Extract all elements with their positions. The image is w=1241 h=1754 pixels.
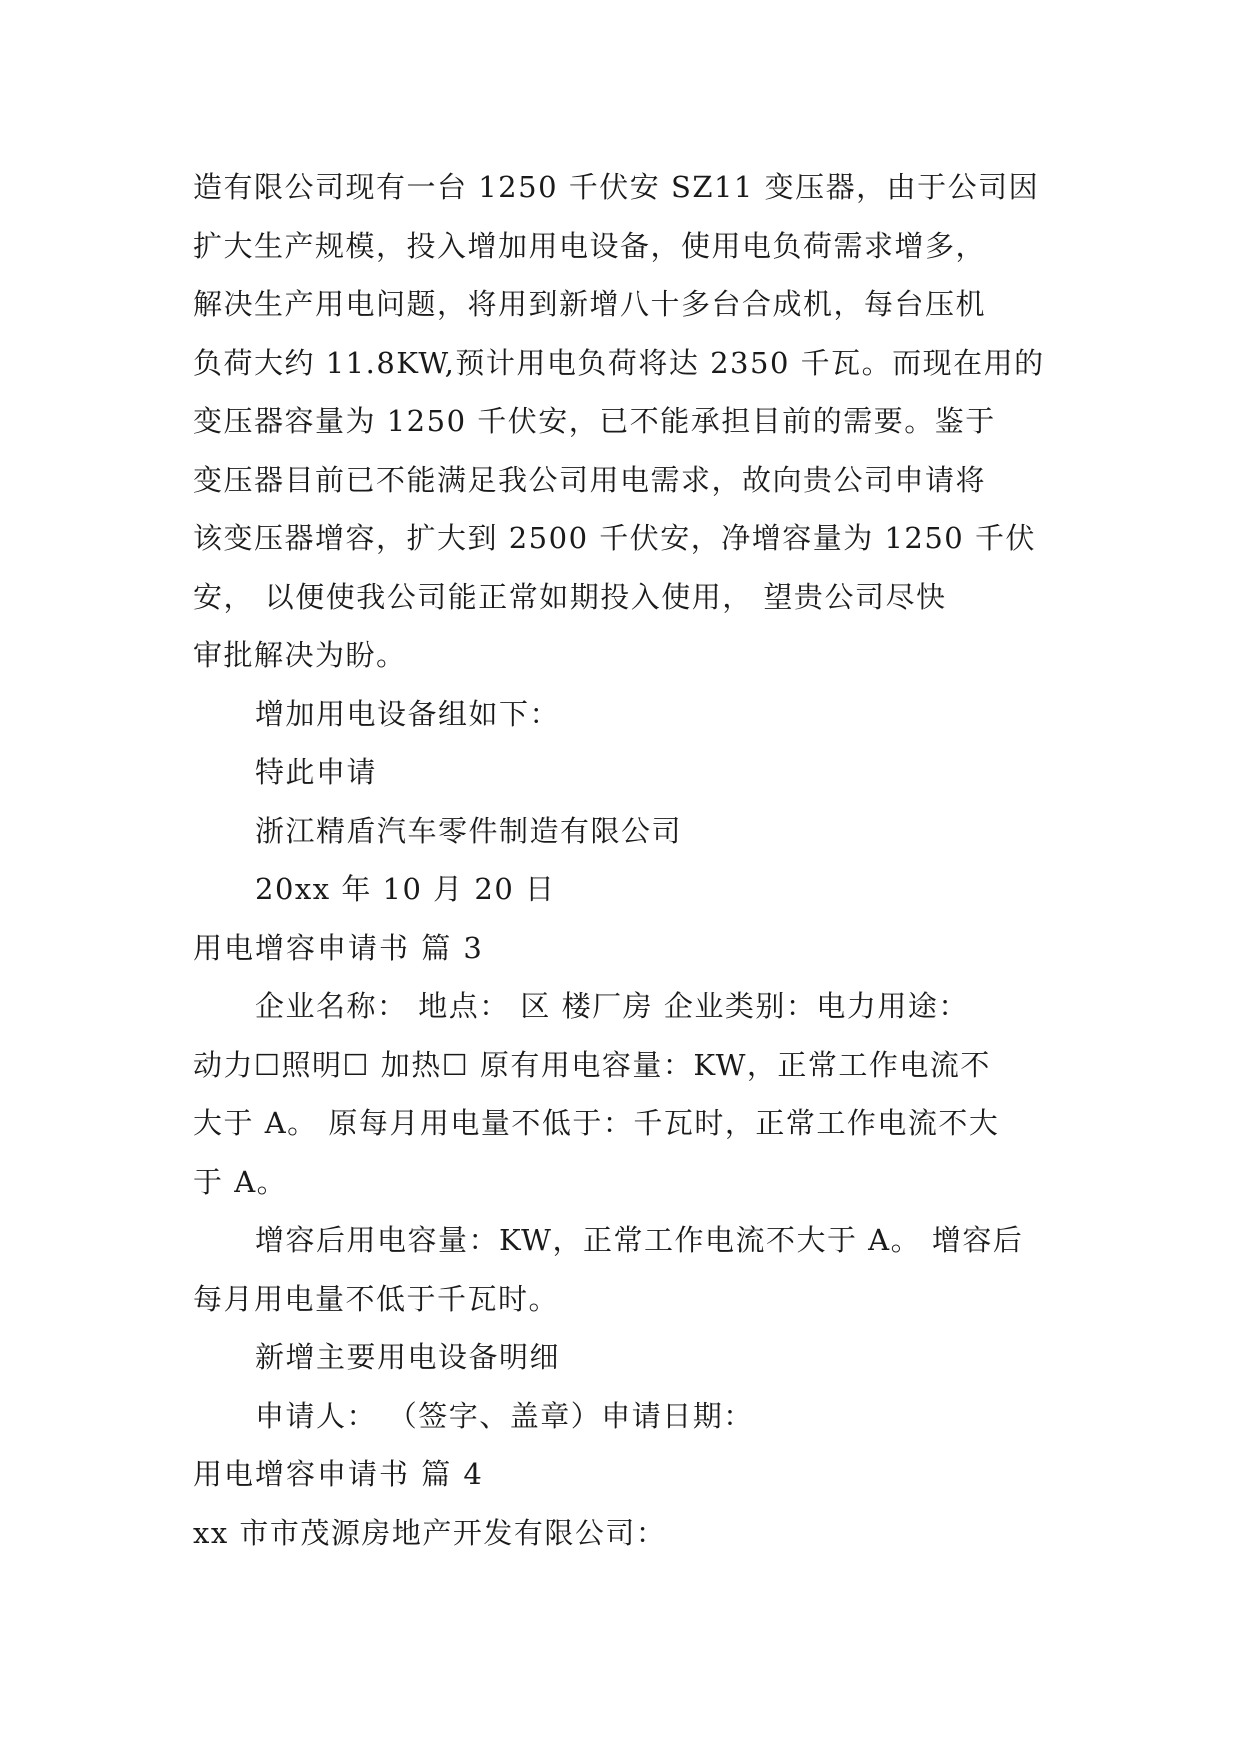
signature-date: 20xx 年 10 月 20 日 xyxy=(255,872,556,906)
section-heading-3: 用电增容申请书 篇 3 xyxy=(193,930,484,965)
paragraph-line: 审批解决为盼。 xyxy=(193,638,407,672)
form-line: 大于 A。 原每月用电量不低于：千瓦时，正常工作电流不大 xyxy=(193,1106,1000,1140)
form-line: 动力☐照明☐ 加热☐ 原有用电容量：KW，正常工作电流不 xyxy=(193,1047,991,1082)
form-line: 于 A。 xyxy=(193,1164,288,1199)
applicant-signature-line: 申请人： （签字、盖章）申请日期： xyxy=(255,1398,754,1433)
paragraph-line: 解决生产用电问题，将用到新增八十多台合成机，每台压机 xyxy=(193,287,987,321)
equipment-detail-label: 新增主要用电设备明细 xyxy=(255,1340,561,1374)
form-line: 企业名称： 地点： 区 楼厂房 企业类别：电力用途： xyxy=(255,989,969,1023)
paragraph-line: 变压器容量为 1250 千伏安，已不能承担目前的需要。鉴于 xyxy=(193,404,996,438)
paragraph-line: 变压器目前已不能满足我公司用电需求，故向贵公司申请将 xyxy=(193,462,987,497)
paragraph-line: 扩大生产规模，投入增加用电设备，使用电负荷需求增多， xyxy=(193,228,987,263)
paragraph-line: 造有限公司现有一台 1250 千伏安 SZ11 变压器，由于公司因 xyxy=(193,170,1040,204)
equipment-list-intro: 增加用电设备组如下： xyxy=(255,696,561,731)
addressee-line: xx 市市茂源房地产开发有限公司： xyxy=(193,1515,667,1550)
document-body xyxy=(193,158,1073,1562)
paragraph-line: 负荷大约 11.8KW,预计用电负荷将达 2350 千瓦。而现在用的 xyxy=(193,345,1045,380)
paragraph-line: 该变压器增容，扩大到 2500 千伏安，净增容量为 1250 千伏 xyxy=(193,521,1036,555)
form-line: 每月用电量不低于千瓦时。 xyxy=(193,1281,560,1316)
paragraph-line: 安， 以便使我公司能正常如期投入使用， 望贵公司尽快 xyxy=(193,579,947,614)
form-line: 增容后用电容量：KW，正常工作电流不大于 A。 增容后 xyxy=(255,1223,1024,1257)
company-signature: 浙江精盾汽车零件制造有限公司 xyxy=(255,813,683,848)
closing-phrase: 特此申请 xyxy=(255,755,378,789)
section-heading-4: 用电增容申请书 篇 4 xyxy=(193,1457,484,1491)
